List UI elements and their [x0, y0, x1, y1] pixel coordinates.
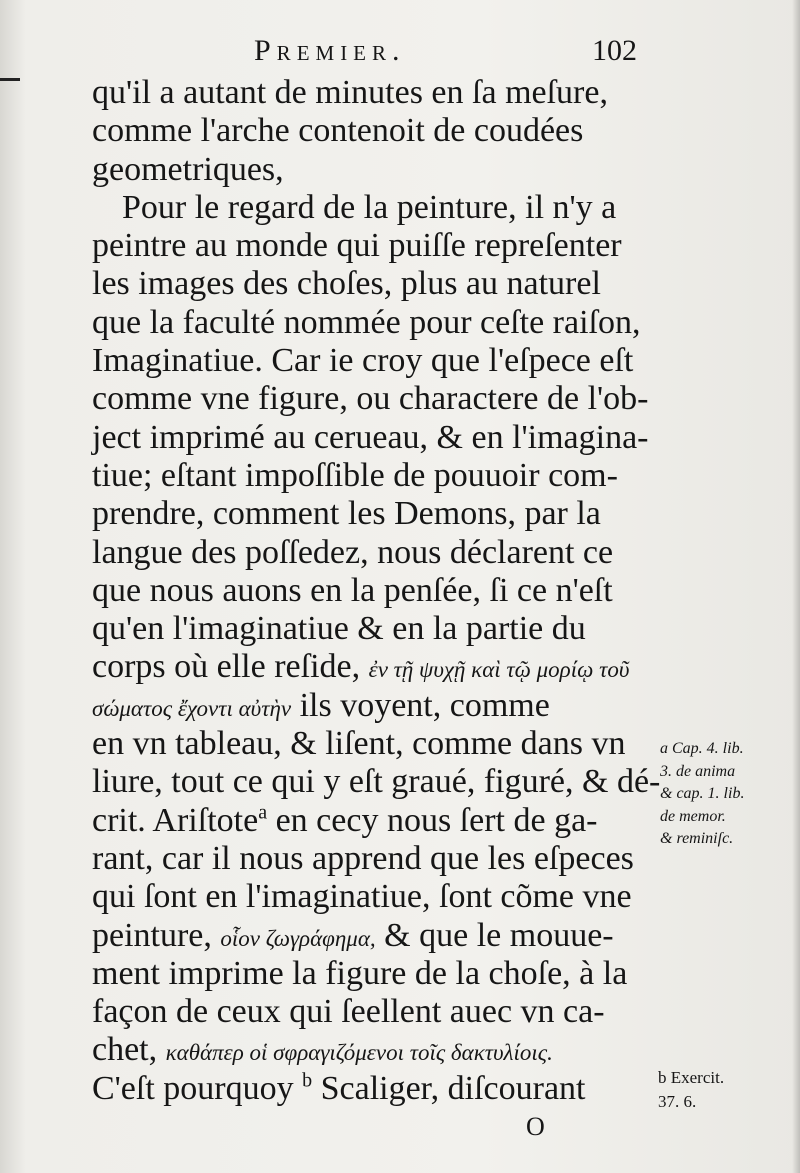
footnote-marker-a: a	[258, 801, 268, 824]
text-segment: & que le mouue-	[384, 916, 614, 954]
text-segment: crit. Ariſtote	[92, 801, 259, 839]
text-line-with-greek	[92, 1031, 664, 1069]
text-line: ject imprimé au cerueau, & en l'imagina-	[92, 418, 649, 456]
page-edge-shadow	[792, 0, 800, 1173]
text-line: les images des choſes, plus au naturel	[92, 265, 601, 303]
text-line-with-footnote-ref	[92, 802, 664, 840]
text-line: qu'il a autant de minutes en ſa meſure,	[92, 74, 608, 111]
text-line: que la faculté nommée pour ceſte raiſon,	[92, 303, 641, 341]
margin-note-line: a Cap. 4. lib.	[660, 740, 744, 757]
text-line-with-greek	[92, 917, 664, 955]
text-segment: en cecy nous ſert de ga-	[275, 801, 598, 839]
text-line: comme l'arche contenoit de coudées	[92, 112, 584, 150]
text-line: ment imprime la figure de la choſe, à la	[92, 954, 628, 992]
margin-note-line: b Exercit.	[658, 1068, 725, 1087]
margin-note-line: de memor.	[660, 807, 726, 825]
text-line: peintre au monde qui puiſſe repreſenter	[92, 227, 622, 265]
text-line: qu'en l'imaginatiue & en la partie du	[92, 610, 586, 648]
text-line: façon de ceux qui ſeellent auec vn ca-	[92, 993, 605, 1031]
text-line: en vn tableau, & liſent, comme dans vn	[92, 725, 626, 763]
text-segment: C'eſt pourquoy	[92, 1069, 294, 1107]
text-line-with-greek	[92, 648, 664, 686]
text-line-with-greek	[92, 687, 664, 725]
running-title: Premier.	[254, 34, 406, 67]
greek-quotation: σώματος ἔχοντι αὐτὴν	[92, 695, 292, 721]
greek-quotation: ἐν τῇ ψυχῇ καὶ τῷ μορίῳ τοῦ	[368, 657, 630, 683]
text-line: geometriques,	[92, 150, 284, 188]
margin-note-line: & reminiſc.	[660, 830, 734, 847]
text-segment: chet,	[92, 1031, 158, 1069]
text-line: que nous auons en la penſée, ſi ce n'eſt	[92, 571, 613, 609]
text-segment: Scaliger, diſcourant	[320, 1069, 586, 1107]
text-segment: peinture,	[92, 916, 212, 954]
margin-note-line: 37. 6.	[658, 1092, 697, 1111]
text-line-with-footnote-ref	[92, 1070, 664, 1108]
text-line: Imaginatiue. Car ie croy que l'eſpece eſt	[92, 342, 634, 380]
page-number: 102	[592, 34, 637, 67]
greek-quotation: καθάπερ οἱ σφραγιζόμενοι τοῖς δακτυλίοις.	[165, 1040, 553, 1066]
text-line: rant, car il nous apprend que les eſpeces	[92, 839, 634, 877]
paragraph-start-line: Pour le regard de la peinture, il n'y a	[122, 188, 617, 226]
footnote-marker-b: b	[302, 1069, 313, 1092]
text-line: tiue; eſtant impoſſible de pouuoir com-	[92, 456, 618, 494]
text-line: qui ſont en l'imaginatiue, ſont cõme vne	[92, 878, 632, 916]
signature-mark: O	[526, 1112, 545, 1141]
margin-note-b	[658, 1066, 793, 1114]
margin-note-a	[660, 738, 795, 851]
text-line: comme vne figure, ou charactere de l'ob-	[92, 380, 649, 418]
margin-note-line: & cap. 1. lib.	[660, 785, 745, 802]
margin-note-line: 3. de anima	[660, 762, 736, 780]
text-line: liure, tout ce qui y eſt graué, figuré, & dé-	[92, 763, 661, 801]
text-segment: corps où elle reſide,	[92, 648, 361, 686]
left-margin-mark	[0, 78, 20, 81]
text-line: langue des poſſedez, nous déclarent ce	[92, 533, 614, 571]
body-text	[92, 74, 664, 1108]
text-line: prendre, comment les Demons, par la	[92, 495, 601, 533]
greek-quotation: οἷον ζωγράφημα,	[220, 925, 376, 951]
text-segment: ils voyent, comme	[299, 686, 550, 724]
